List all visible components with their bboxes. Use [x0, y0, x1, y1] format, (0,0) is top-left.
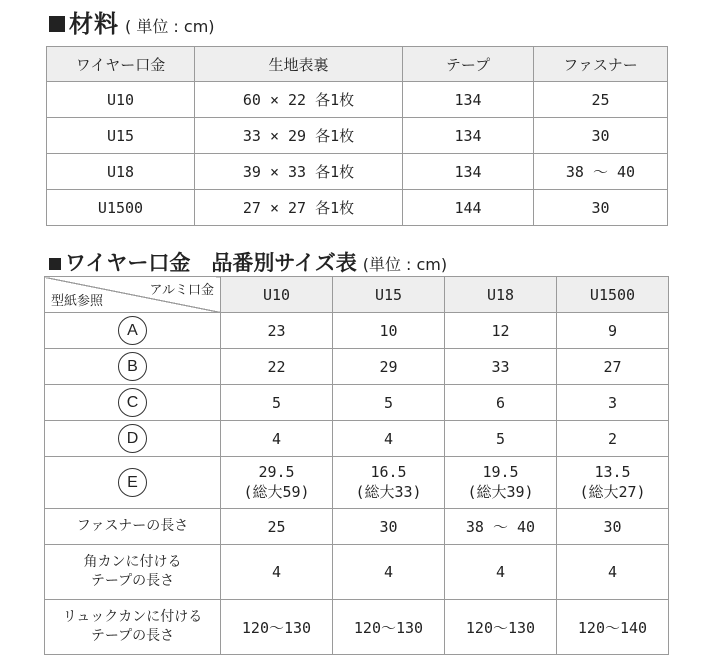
cell-value: 29.5	[258, 463, 295, 481]
materials-title	[49, 4, 215, 39]
table-cell: U10	[47, 82, 195, 118]
cell-note: (総大33)	[355, 482, 422, 501]
table-cell: 33 × 29 各1枚	[195, 118, 403, 154]
table-cell: U18	[47, 154, 195, 190]
label-line: リュックカンに付ける	[62, 609, 203, 626]
table-row	[45, 349, 669, 385]
circled-letter: D	[118, 424, 147, 453]
table-cell: 30	[557, 509, 669, 545]
table-cell: 120～130	[221, 600, 333, 655]
table-cell: 30	[333, 509, 445, 545]
sizes-title	[49, 247, 447, 277]
cell-value: 19.5	[482, 463, 519, 481]
header-cell: 生地表裏	[195, 47, 403, 82]
sizes-table	[44, 276, 669, 655]
table-cell: 29	[333, 349, 445, 385]
label-line: 角カンに付ける	[83, 554, 182, 571]
table-row	[45, 421, 669, 457]
sizes-heading: ワイヤー口金 品番別サイズ表	[65, 251, 357, 275]
table-cell	[221, 457, 333, 509]
label-cell	[45, 600, 221, 655]
table-row	[45, 313, 669, 349]
materials-unit: ( 単位 : cm)	[125, 17, 215, 36]
table-cell: 4	[333, 421, 445, 457]
circled-letter: B	[118, 352, 147, 381]
table-cell: 10	[333, 313, 445, 349]
circled-letter: E	[118, 468, 147, 497]
corner-cell	[45, 277, 221, 313]
header-cell: U10	[221, 277, 333, 313]
header-cell: U1500	[557, 277, 669, 313]
table-cell: 2	[557, 421, 669, 457]
materials-table	[46, 46, 668, 226]
table-cell: 4	[445, 545, 557, 600]
header-cell: U18	[445, 277, 557, 313]
table-header-row	[47, 47, 668, 82]
table-cell: 3	[557, 385, 669, 421]
label-cell	[45, 457, 221, 509]
label-line: テープの長さ	[90, 573, 175, 589]
table-row	[45, 545, 669, 600]
label-cell	[45, 545, 221, 600]
table-cell: 4	[221, 545, 333, 600]
table-cell: 6	[445, 385, 557, 421]
corner-top-label: アルミ口金	[149, 283, 214, 298]
table-cell: 38 ～ 40	[534, 154, 668, 190]
table-cell: 25	[534, 82, 668, 118]
table-row	[47, 154, 668, 190]
table-cell: 4	[557, 545, 669, 600]
table-cell: 22	[221, 349, 333, 385]
label-cell	[45, 421, 221, 457]
square-bullet-icon	[49, 16, 65, 32]
header-cell: ワイヤー口金	[47, 47, 195, 82]
table-cell	[557, 457, 669, 509]
table-cell: 134	[403, 118, 534, 154]
label-cell: ファスナーの長さ	[45, 509, 221, 545]
table-cell: 27	[557, 349, 669, 385]
label-cell	[45, 349, 221, 385]
corner-bottom-label: 型紙参照	[51, 294, 104, 309]
table-header-row	[45, 277, 669, 313]
table-cell: 4	[333, 545, 445, 600]
table-row	[45, 600, 669, 655]
circled-letter: A	[118, 316, 147, 345]
table-cell: 33	[445, 349, 557, 385]
cell-value: 13.5	[594, 463, 631, 481]
table-row	[45, 385, 669, 421]
table-cell	[445, 457, 557, 509]
table-cell: 120～140	[557, 600, 669, 655]
table-cell: 30	[534, 190, 668, 226]
table-cell	[333, 457, 445, 509]
label-cell	[45, 313, 221, 349]
circled-letter: C	[118, 388, 147, 417]
table-cell: 27 × 27 各1枚	[195, 190, 403, 226]
table-row	[47, 190, 668, 226]
table-cell: 25	[221, 509, 333, 545]
table-cell: 4	[221, 421, 333, 457]
table-cell: 120～130	[333, 600, 445, 655]
table-cell: U15	[47, 118, 195, 154]
table-cell: 30	[534, 118, 668, 154]
square-bullet-icon	[49, 258, 61, 270]
table-cell: 5	[221, 385, 333, 421]
table-cell: 9	[557, 313, 669, 349]
header-cell: ファスナー	[534, 47, 668, 82]
sizes-unit: (単位 : cm)	[362, 255, 448, 274]
table-row	[45, 509, 669, 545]
table-cell: 5	[445, 421, 557, 457]
cell-note: (総大39)	[467, 482, 534, 501]
table-cell: 120～130	[445, 600, 557, 655]
header-cell: テープ	[403, 47, 534, 82]
table-cell: 12	[445, 313, 557, 349]
cell-note: (総大59)	[243, 482, 310, 501]
cell-note: (総大27)	[579, 482, 646, 501]
materials-heading: 材料	[69, 10, 119, 38]
header-cell: U15	[333, 277, 445, 313]
cell-value: 16.5	[370, 463, 407, 481]
table-cell: 23	[221, 313, 333, 349]
table-row	[45, 457, 669, 509]
label-cell	[45, 385, 221, 421]
table-row	[47, 82, 668, 118]
table-row	[47, 118, 668, 154]
table-cell: 5	[333, 385, 445, 421]
table-cell: 134	[403, 82, 534, 118]
table-cell: 39 × 33 各1枚	[195, 154, 403, 190]
label-line: テープの長さ	[90, 628, 175, 644]
table-cell: 60 × 22 各1枚	[195, 82, 403, 118]
table-cell: 134	[403, 154, 534, 190]
table-cell: U1500	[47, 190, 195, 226]
table-cell: 38 ～ 40	[445, 509, 557, 545]
table-cell: 144	[403, 190, 534, 226]
